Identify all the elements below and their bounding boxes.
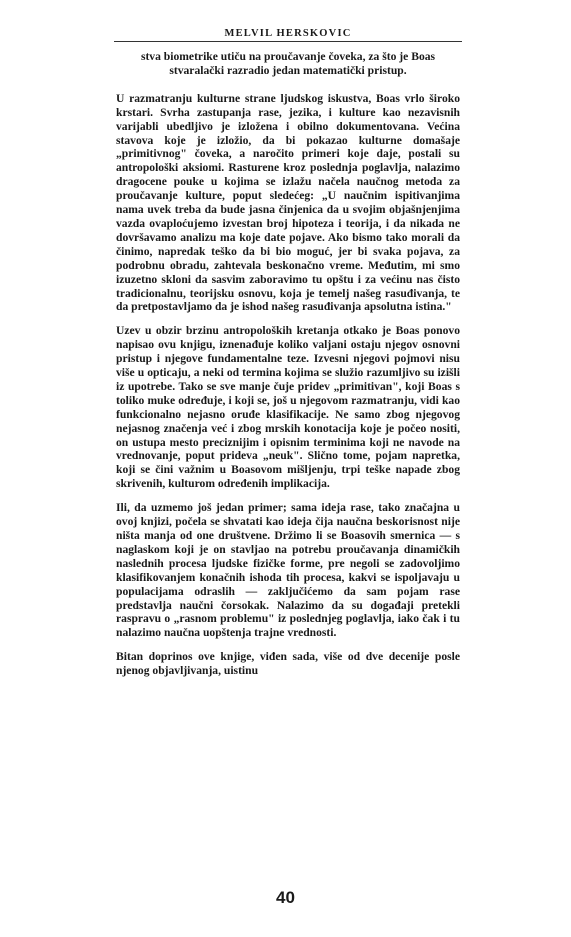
body-text: [116, 50, 460, 688]
paragraph-anthropology: Uzev u obzir brzinu antropoloških kretanja otkako je Boas ponovo napisao ovu knjigu, iznenađuje koliko valjani ostaju njegov osnovni pristup i njegove fundamentalne teze. Izvesni njegovi pojmovi nisu više u opticaju, a neki od termina kojima se služio razumljivo su izišli iz upotrebe. Tako se sve manje čuje pridev „primitivan", koji Boas s toliko muke određuje, i koji se, još u njegovom razmatranju, vidi kao funkcionalno nejasno oruđe klasifikacije. Ne samo zbog njegovog nejasnog značenja već i zbog mrskih konotacija koje je počeo nositi, on ustupa mesto preciznijim i opisnim terminima koji ne navode na vrednovanje, poput prideva „neuk". Slično tome, pojam napretka, koji se čini važnim u Boasovom mišljenju, trpi teške napade zbog skrivenih, kulturom određenih implikacija.: [116, 324, 460, 491]
running-header: MELVIL HERSKOVIC: [114, 28, 462, 42]
paragraph-culture: U razmatranju kulturne strane ljudskog iskustva, Boas vrlo široko krstari. Svrha zastupanja rase, jezika, i kulture kao nezavisnih varijabli ubedljivo je izložena i obilno dokumentovana. Većina stavova koje je izložio, da bi pokazao kulturne domašaje „primitivnog" čoveka, a naročito primeri koje daje, postali su antropološki aksiomi. Rasturene kroz poslednja poglavlja, nalazimo dragocene pouke u kojima se izlažu načela naučnog metoda za proučavanje kulture, poput sledećeg: „U naučnim ispitivanjima nama uvek treba da bude jasna činjenica da u svojim objašnjenjima vazda ovaploćujemo izvestan broj hipoteza i teorija, i da nikada ne dovršavamo analizu ma koje date pojave. Ako bismo tako morali da činimo, napredak teško da bi bio moguć, jer bi svaka pojava, za podrobnu obradu, zahtevala beskonačno vreme. Međutim, mi smo izuzetno skloni da sasvim zaboravimo tu opštu i za većinu nas čisto tradicionalnu, teorijsku osnovu, koja je temelj našeg rasuđivanja, te da pretpostavljamo da je ishod našeg rasuđivanja apsolutna istina.": [116, 91, 460, 314]
paragraph-continuation: stva biometrike utiču na proučavanje čoveka, za što je Boas stvaralački razradio jedan matematički pristup.: [140, 50, 436, 77]
paragraph-contribution: Bitan doprinos ove knjige, viđen sada, više od dve decenije posle njenog objavljivanja, uistinu: [116, 650, 460, 678]
paragraph-race: Ili, da uzmemo još jedan primer; sama ideja rase, tako značajna u ovoj knjizi, počela se shvatati kao ideja čija naučna beskorisnost nije ništa manja od one društvene. Držimo li se Boasovih smernica — s naglaskom koji je on stavljao na potrebu proučavanja dinamičkih naslednih procesa ljudske fizičke forme, pre negoli se zadovoljimo klasifikovanjem konačnih ishoda tih procesa, kakvi se ispoljavaju u populacijama odraslih — zaključićemo da sam pojam rase predstavlja naučni čorsokak. Nalazimo da su događaji pretekli raspravu o „rasnom problemu" iz poslednjeg poglavlja, iako čak i tu nalazimo naučna uopštenja trajne vrednosti.: [116, 501, 460, 640]
page-number: 40: [276, 888, 295, 907]
